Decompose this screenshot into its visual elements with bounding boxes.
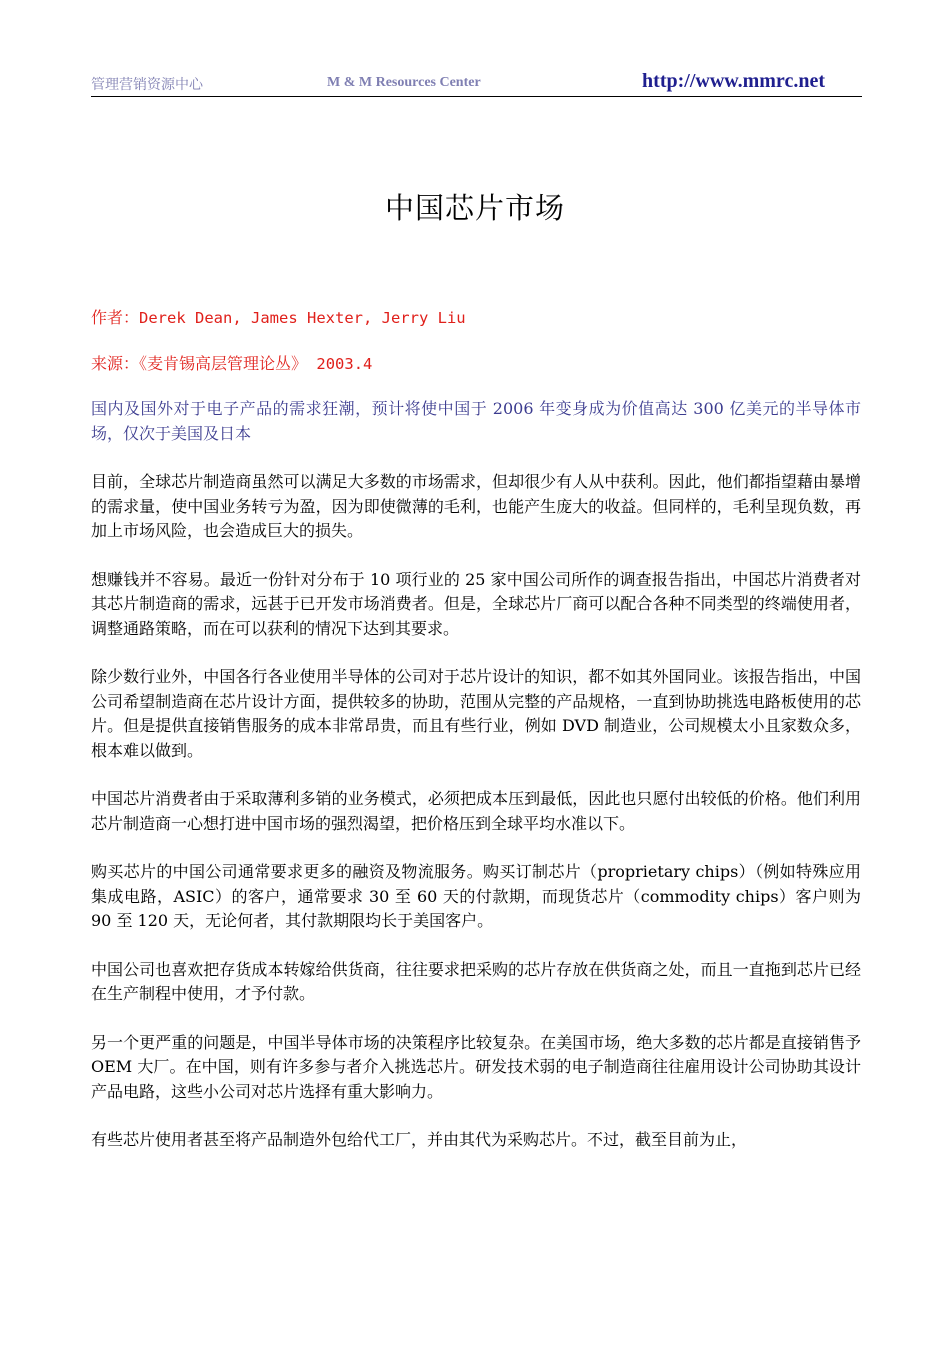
page-title: 中国芯片市场 — [384, 191, 565, 225]
body-paragraph: 购买芯片的中国公司通常要求更多的融资及物流服务。购买订制芯片（proprietary chips）（例如特殊应用集成电路，ASIC）的客户，通常要求 30 至 60 天的付款期，而现货芯片（commodity chips）客户则为 90 至 120 天，无论何者，其付款期限均长于美国客户。 — [91, 862, 861, 930]
author-line — [91, 305, 466, 328]
body-paragraph: 除少数行业外，中国各行各业使用半导体的公司对于芯片设计的知识，都不如其外国同业。该报告指出，中国公司希望制造商在芯片设计方面，提供较多的协助，范围从完整的产品规格，一直到协助挑选电路板使用的芯片。但是提供直接销售服务的成本非常昂贵，而且有些行业，例如 DVD 制造业，公司规模太小且家数众多，根本难以做到。 — [91, 667, 861, 760]
body-paragraph: 目前，全球芯片制造商虽然可以满足大多数的市场需求，但却很少有人从中获利。因此，他们都指望藉由暴增的需求量，使中国业务转亏为盈，因为即使微薄的毛利，也能产生庞大的收益。但同样的，毛利呈现负数，再加上市场风险，也会造成巨大的损失。 — [91, 472, 861, 540]
author-names: Derek Dean, James Hexter, Jerry Liu — [139, 309, 466, 327]
source-date: 2003.4 — [307, 355, 373, 373]
header-org-english: M & M Resources Center — [327, 75, 481, 90]
body-paragraph: 另一个更严重的问题是，中国半导体市场的决策程序比较复杂。在美国市场，绝大多数的芯片都是直接销售予 OEM 大厂。在中国，则有许多参与者介入挑选芯片。研发技术弱的电子制造商往往雇用设计公司协助其设计产品电路，这些小公司对芯片选择有重大影响力。 — [91, 1032, 861, 1101]
author-label: 作者： — [91, 308, 140, 327]
header-org-chinese: 管理营销资源中心 — [91, 77, 203, 93]
source-name: 《麦肯锡高层管理论丛》 — [139, 354, 308, 373]
body-paragraph: 想赚钱并不容易。最近一份针对分布于 10 项行业的 25 家中国公司所作的调查报告指出，中国芯片消费者对其芯片制造商的需求，远甚于已开发市场消费者。但是，全球芯片厂商可以配合各种不同类型的终端使用者，调整通路策略，而在可以获利的情况下达到其要求。 — [91, 569, 861, 638]
page-header — [91, 70, 862, 97]
body-paragraph: 中国芯片消费者由于采取薄利多销的业务模式，必须把成本压到最低，因此也只愿付出较低的价格。他们利用芯片制造商一心想打进中国市场的强烈渴望，把价格压到全球平均水准以下。 — [91, 789, 861, 833]
lead-paragraph: 国内及国外对于电子产品的需求狂潮，预计将使中国于 2006 年变身成为价值高达 300 亿美元的半导体市场，仅次于美国及日本 — [91, 399, 861, 443]
article-body — [91, 397, 861, 1177]
body-paragraph: 有些芯片使用者甚至将产品制造外包给代工厂，并由其代为采购芯片。不过，截至目前为止， — [91, 1130, 748, 1149]
body-paragraph: 中国公司也喜欢把存货成本转嫁给供货商，往往要求把采购的芯片存放在供货商之处，而且一直拖到芯片已经在生产制程中使用，才予付款。 — [91, 959, 861, 1003]
source-label: 来源： — [91, 354, 140, 373]
source-line — [91, 351, 372, 374]
header-url-link[interactable]: http://www.mmrc.net — [642, 70, 825, 92]
